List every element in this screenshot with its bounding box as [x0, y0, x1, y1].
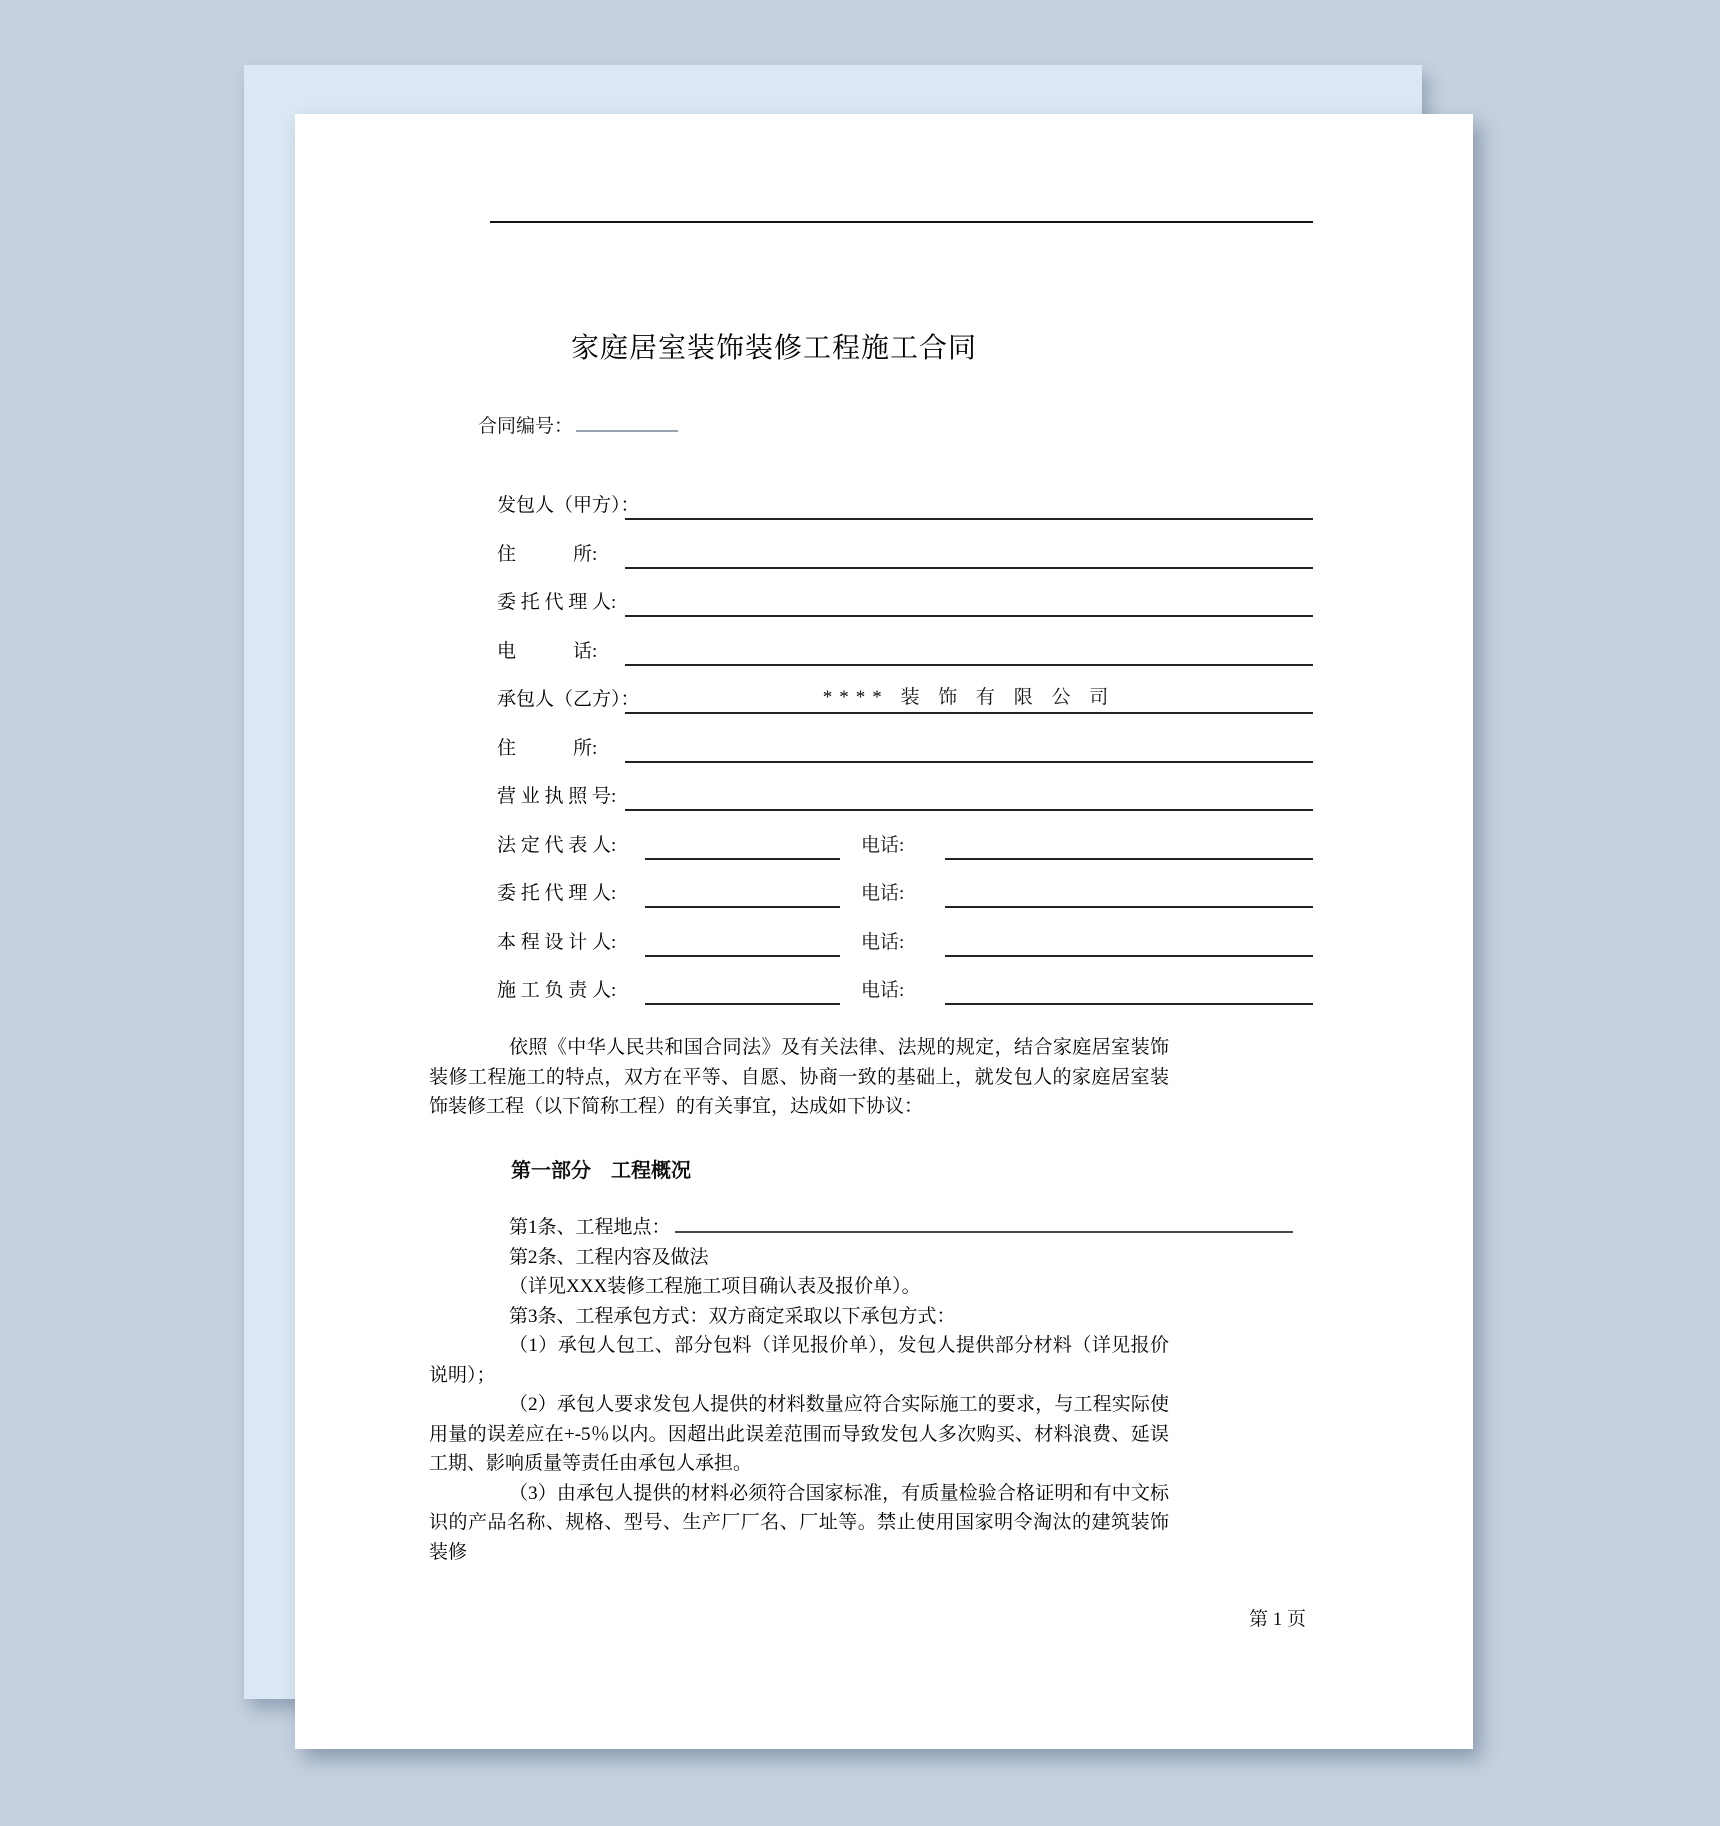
field-label: 法 定 代 表 人: — [497, 835, 617, 856]
contract-number-fill-in-line[interactable] — [576, 413, 678, 432]
header-rule — [490, 221, 1313, 223]
section-heading: 第一部分 工程概况 — [511, 1160, 691, 1182]
clause-3: 第3条、工程承包方式：双方商定采取以下承包方式： — [509, 1305, 956, 1327]
fill-in-line[interactable] — [625, 565, 1313, 569]
phone-fill-in-line[interactable] — [945, 953, 1313, 957]
field-label: 委 托 代 理 人: — [497, 592, 617, 613]
field-label: 住 所: — [497, 738, 598, 759]
clause-1-fill-in-line[interactable] — [675, 1214, 1293, 1233]
fill-in-line-left[interactable] — [645, 1001, 840, 1005]
contract-page — [295, 114, 1473, 1749]
clause-3-item-3: （3）由承包人提供的材料必须符合国家标准，有质量检验合格证明和有中文标识的产品名称、规格、型号、生产厂厂名、厂址等。禁止使用国家明令淘汰的建筑装饰装修 — [429, 1482, 1169, 1563]
phone-fill-in-line[interactable] — [945, 1001, 1313, 1005]
fill-in-line[interactable] — [625, 613, 1313, 617]
phone-label: 电话: — [861, 980, 905, 1001]
field-label: 发包人（甲方）： — [497, 495, 640, 516]
field-label: 住 所: — [497, 544, 598, 565]
fill-in-line-left[interactable] — [645, 904, 840, 908]
intro-paragraph: 依照《中华人民共和国合同法》及有关法律、法规的规定，结合家庭居室装饰装修工程施工的特点，双方在平等、自愿、协商一致的基础上，就发包人的家庭居室装饰装修工程（以下简称工程）的有关事宜，达成如下协议： — [429, 1037, 1169, 1117]
fill-in-line[interactable] — [625, 516, 1313, 520]
clause-1-label: 第1条、工程地点： — [509, 1217, 671, 1238]
contract-number-row — [478, 411, 678, 438]
document-title: 家庭居室装饰装修工程施工合同 — [570, 333, 977, 364]
fill-in-line-left[interactable] — [645, 856, 840, 860]
clause-1 — [429, 1213, 1169, 1243]
phone-fill-in-line[interactable] — [945, 856, 1313, 860]
fill-in-line[interactable] — [625, 662, 1313, 666]
field-label: 承包人（乙方）： — [497, 689, 640, 710]
field-label: 本 程 设 计 人: — [497, 932, 617, 953]
clauses-block — [429, 1213, 1169, 1567]
clause-2: 第2条、工程内容及做法 — [509, 1246, 709, 1268]
clause-3-item-1: （1）承包人包工、部分包料（详见报价单），发包人提供部分材料（详见报价说明）； — [429, 1335, 1169, 1386]
contract-number-label: 合同编号： — [478, 416, 574, 437]
field-label: 电 话: — [497, 641, 598, 662]
fill-in-line[interactable] — [625, 807, 1313, 811]
field-value: **** 装 饰 有 限 公 司 — [822, 687, 1116, 708]
fill-in-line[interactable] — [625, 759, 1313, 763]
clause-2-note: （详见XXX装修工程施工项目确认表及报价单）。 — [509, 1276, 921, 1297]
phone-label: 电话: — [861, 932, 905, 953]
page-number: 第 1 页 — [1248, 1609, 1306, 1630]
field-label: 委 托 代 理 人: — [497, 883, 617, 904]
clause-3-item-2: （2）承包人要求发包人提供的材料数量应符合实际施工的要求，与工程实际使用量的误差应在+-5％以内。因超出此误差范围而导致发包人多次购买、材料浪费、延误工期、影响质量等责任由承包人承担。 — [429, 1394, 1169, 1474]
field-label: 营 业 执 照 号: — [497, 786, 617, 807]
fill-in-line-left[interactable] — [645, 953, 840, 957]
fill-in-line[interactable] — [625, 687, 1313, 714]
field-label: 施 工 负 责 人: — [497, 980, 617, 1001]
phone-fill-in-line[interactable] — [945, 904, 1313, 908]
phone-label: 电话: — [861, 835, 905, 856]
phone-label: 电话: — [861, 883, 905, 904]
